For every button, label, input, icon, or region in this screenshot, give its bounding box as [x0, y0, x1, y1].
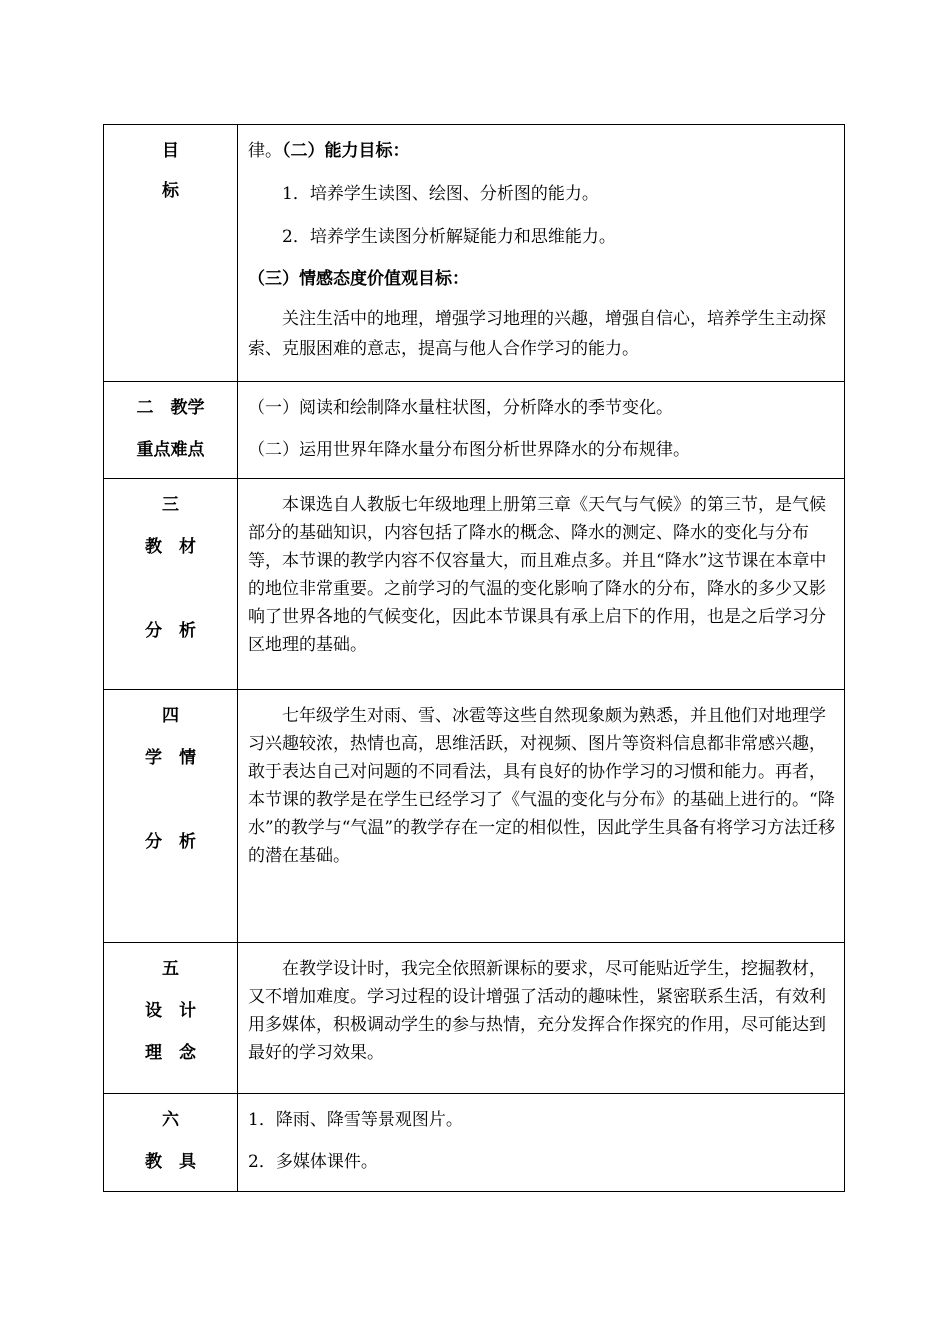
paragraph	[248, 136, 836, 166]
paragraph: 2．培养学生读图分析解疑能力和思维能力。	[282, 227, 616, 247]
paragraph: （二）运用世界年降水量分布图分析世界降水的分布规律。	[248, 440, 690, 460]
lesson-plan-table	[103, 124, 845, 1192]
label-cell-design-concept	[104, 943, 238, 1094]
label-line: 分 析	[145, 621, 196, 641]
label-cell-key-points	[104, 382, 238, 479]
paragraph: 1．培养学生读图、绘图、分析图的能力。	[282, 184, 599, 204]
label-line: 目	[162, 141, 179, 161]
label-line: 四	[162, 706, 179, 726]
label-cell-student-analysis	[104, 690, 238, 943]
label-line: 学 情	[145, 748, 196, 768]
label-line: 设 计	[145, 1001, 196, 1021]
row-design-concept	[104, 943, 845, 1094]
label-line: 五	[162, 959, 179, 979]
label-line: 教 具	[145, 1152, 196, 1172]
content-cell-design-concept	[238, 943, 845, 1094]
paragraph: 1．降雨、降雪等景观图片。	[248, 1110, 463, 1130]
content-cell-teaching-aids	[238, 1094, 845, 1192]
heading-attitude-goals: （三）情感态度价值观目标：	[248, 269, 469, 289]
content-cell-student-analysis	[238, 690, 845, 943]
content-cell-key-points	[238, 382, 845, 479]
label-line: 二 教学	[136, 398, 205, 418]
row-key-points	[104, 382, 845, 479]
paragraph: （一）阅读和绘制降水量柱状图，分析降水的季节变化。	[248, 398, 673, 418]
label-line: 六	[162, 1110, 179, 1130]
label-line: 三	[162, 495, 179, 515]
label-line: 标	[162, 181, 179, 201]
label-cell-textbook-analysis	[104, 479, 238, 690]
label-cell-objectives	[104, 125, 238, 382]
row-teaching-aids	[104, 1094, 845, 1192]
paragraph: 2．多媒体课件。	[248, 1152, 378, 1172]
paragraph: 在教学设计时，我完全依照新课标的要求，尽可能贴近学生，挖掘教材，又不增加难度。学习过程的设计增强了活动的趣味性，紧密联系生活，有效利用多媒体，积极调动学生的参与热情，充分发挥合作探究的作用，尽可能达到最好的学习效果。	[248, 959, 826, 1063]
row-objectives	[104, 125, 845, 382]
content-cell-objectives	[238, 125, 845, 382]
label-cell-teaching-aids	[104, 1094, 238, 1192]
content-cell-textbook-analysis	[238, 479, 845, 690]
row-student-analysis	[104, 690, 845, 943]
label-line: 教 材	[145, 537, 196, 557]
label-line: 重点难点	[136, 440, 205, 460]
label-line: 理 念	[145, 1043, 196, 1063]
row-textbook-analysis	[104, 479, 845, 690]
heading-ability-goals: （二）能力目标：	[282, 141, 410, 161]
paragraph: 关注生活中的地理，增强学习地理的兴趣，增强自信心，培养学生主动探索、克服困难的意志，提高与他人合作学习的能力。	[248, 309, 826, 359]
paragraph: 七年级学生对雨、雪、冰雹等这些自然现象颇为熟悉，并且他们对地理学习兴趣较浓，热情也高，思维活跃，对视频、图片等资料信息都非常感兴趣，敢于表达自己对问题的不同看法，具有良好的协作学习的习惯和能力。再者，本节课的教学是在学生已经学习了《气温的变化与分布》的基础上进行的。“降水”的教学与“气温”的教学存在一定的相似性，因此学生具备有将学习方法迁移的潜在基础。	[248, 706, 836, 866]
label-line: 分 析	[145, 832, 196, 852]
paragraph: 本课选自人教版七年级地理上册第三章《天气与气候》的第三节，是气候部分的基础知识，内容包括了降水的概念、降水的测定、降水的变化与分布等，本节课的教学内容不仅容量大，而且难点多。并且“降水”这节课在本章中的地位非常重要。之前学习的气温的变化影响了降水的分布，降水的多少又影响了世界各地的气候变化，因此本节课具有承上启下的作用，也是之后学习分区地理的基础。	[248, 495, 827, 655]
text-run: 律。	[248, 141, 282, 161]
